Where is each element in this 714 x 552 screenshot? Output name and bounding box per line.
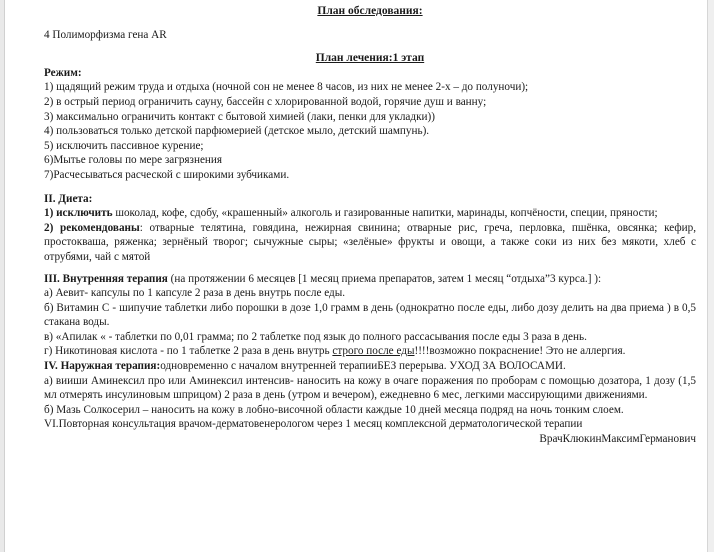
internal-item-c: в) «Апилак « - таблетки по 0,01 грамма; по 2 таблетке под язык до полного рассасывания после еды 3 раза в день. [44,330,587,343]
external-item-a: а) вииши Аминексил про или Аминексил интенсив- наносить на кожу в очаге поражения по проборам с помощью дозатора, 1 дозу (1,5 мл отмерять инсулиновым шприцом) 2 раза в день (утром и вечером), ежедневно 6 мес, легкими массирующими движениями. [44,374,696,402]
diet-exclude [44,206,696,221]
exam-plan-title: План обследования: [317,5,423,17]
internal-therapy-heading: III. Внутренняя терапия [44,272,168,285]
internal-item-d-underlined: строго после еды [332,345,415,358]
document-page [44,4,696,447]
external-therapy-line [44,359,696,374]
external-item-b: б) Мазь Солкосерил – наносить на кожу в лобно-височной области каждые 10 дней месяца подряд на ночь тонким слоем. [44,403,624,416]
internal-item-d-pre: г) Никотиновая кислота - по 1 таблетке 2 раза в день внутрь [44,345,333,358]
regimen-item-3: 3) максимально ограничить контакт с бытовой химией (лаки, пенки для укладки)) [44,110,435,123]
treatment-plan-title: План лечения:1 этап [315,52,425,65]
diet-recommend-text: : отварные телятина, говядина, нежирная свинина; отварные рис, греча, перловка, пшёнка, овсянка; кефир, простокваша, ряженка; зернёный творог; сычужные сыры; «зелёные» фрукты и овощи, а также соки из них без мякоти, хлеб с отрубями, чай с мятой [44,221,696,263]
diet-recommend [44,221,696,265]
internal-item-d [44,344,696,359]
followup-consultation: VI.Повторная консультация врачом-дерматовенерологом через 1 месяц комплексной дерматологической терапии [44,418,583,431]
diet-exclude-text: шоколад, кофе, сдобу, «крашенный» алкоголь и газированные напитки, маринады, копчёности, специи, пряности; [112,207,658,220]
diet-heading: II. Диета: [44,192,93,205]
regimen-item-1: 1) щадящий режим труда и отдыха (ночной сон не менее 8 часов, из них не менее 2-х – до полуночи); [44,81,529,94]
external-therapy-intro: одновременно с началом внутренней терапииБЕЗ перерыва. УХОД ЗА ВОЛОСАМИ. [160,360,566,373]
diet-exclude-label: 1) исключить [44,207,113,220]
regimen-item-7: 7)Расчесываться расческой с широкими зубчиками. [44,168,290,181]
external-therapy-heading: IV. Наружная терапия: [44,360,161,373]
regimen-item-6: 6)Мытье головы по мере загрязнения [44,154,223,167]
regimen-item-2: 2) в острый период ограничить сауну, бассейн с хлорированной водой, горячие душ и ванну; [44,95,487,108]
internal-therapy-note: (на протяжении 6 месяцев [1 месяц приема препаратов, затем 1 месяц “отдыха”3 курса.] ): [167,272,602,285]
internal-therapy-heading-line [44,272,696,287]
diet-recommend-label: 2) рекомендованы [44,221,140,234]
regimen-item-5: 5) исключить пассивное курение; [44,139,204,152]
internal-item-b: б) Витамин С - шипучие таблетки либо порошки в дозе 1,0 грамм в день (однократно после еды, либо дозу делить на два приема ) в 0,5 стакана воды. [44,301,696,329]
left-border [0,0,5,552]
internal-item-d-post: !!!!возможно покраснение! Это не аллергия. [414,345,626,358]
internal-item-a: а) Аевит- капсулы по 1 капсуле 2 раза в день внутрь после еды. [44,287,346,300]
regimen-heading: Режим: [44,66,82,79]
exam-plan-item: 4 Полиморфизма гена AR [44,28,167,41]
right-border [707,0,714,552]
regimen-item-4: 4) пользоваться только детской парфюмерией (детское мыло, детский шампунь). [44,125,430,138]
doctor-signature: ВрачКлюкинМаксимГерманович [539,433,696,446]
